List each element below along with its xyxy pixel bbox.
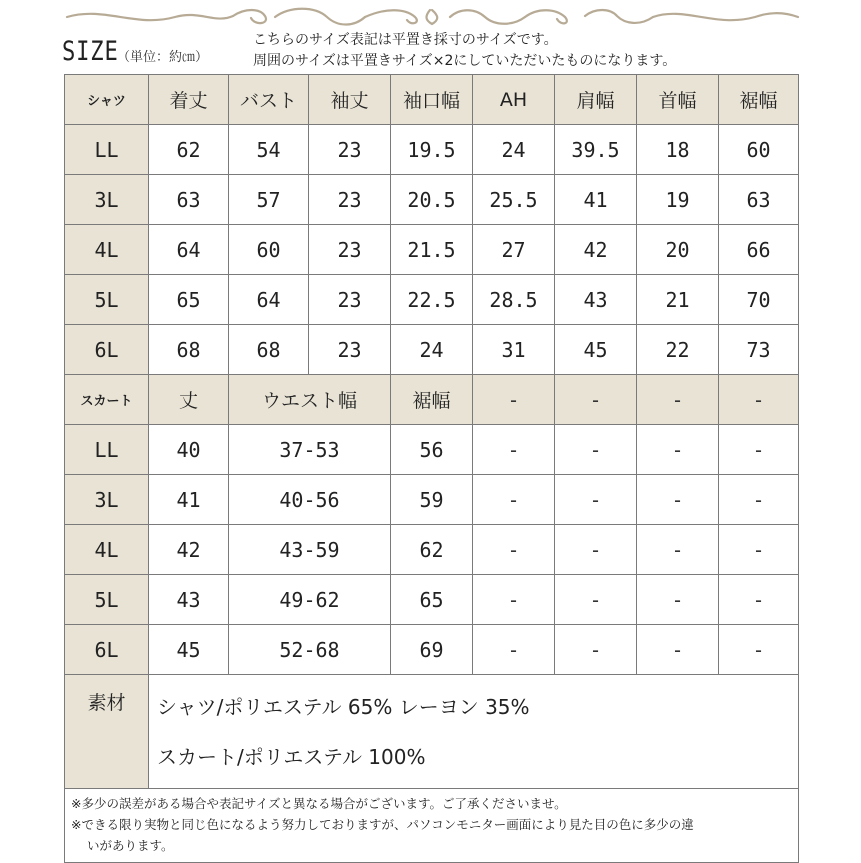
size-label: LL <box>65 125 149 175</box>
table-cell: - <box>555 525 637 575</box>
table-cell: 23 <box>309 225 391 275</box>
table-cell: - <box>637 525 719 575</box>
shirt-header-row <box>65 75 799 125</box>
table-cell: 56 <box>391 425 473 475</box>
table-cell: 20 <box>637 225 719 275</box>
table-cell: - <box>555 625 637 675</box>
table-cell: 59 <box>391 475 473 525</box>
table-cell: 69 <box>391 625 473 675</box>
table-row <box>65 425 799 475</box>
table-cell: 42 <box>149 525 229 575</box>
table-cell: 23 <box>309 275 391 325</box>
table-cell: 70 <box>719 275 799 325</box>
table-cell: - <box>473 575 555 625</box>
footnotes <box>65 789 799 863</box>
size-label: LL <box>65 425 149 475</box>
table-cell: 73 <box>719 325 799 375</box>
table-cell: 66 <box>719 225 799 275</box>
column-header: バスト <box>229 75 309 125</box>
table-cell: - <box>637 425 719 475</box>
table-cell: - <box>555 425 637 475</box>
table-cell: 45 <box>555 325 637 375</box>
table-row <box>65 525 799 575</box>
skirt-label: スカート <box>65 375 149 425</box>
table-row <box>65 575 799 625</box>
table-cell: 27 <box>473 225 555 275</box>
footnote-2: ※できる限り実物と同じ色になるよう努力しておりますが、パソコンモニター画面により見た目の色に多少の違 <box>71 817 694 832</box>
table-cell: 24 <box>473 125 555 175</box>
table-cell: 31 <box>473 325 555 375</box>
table-cell: 54 <box>229 125 309 175</box>
table-cell: - <box>719 425 799 475</box>
table-cell: 21.5 <box>391 225 473 275</box>
size-label: 4L <box>65 225 149 275</box>
column-header: - <box>473 375 555 425</box>
table-row <box>65 475 799 525</box>
footnote-2-continued: いがあります。 <box>87 838 174 853</box>
material-label: 素材 <box>65 675 149 789</box>
column-header: 首幅 <box>637 75 719 125</box>
table-cell: 21 <box>637 275 719 325</box>
shirt-label: シャツ <box>65 75 149 125</box>
footnote-1: ※多少の誤差がある場合や表記サイズと異なる場合がございます。ご了承くださいませ。 <box>71 796 567 811</box>
table-cell: 65 <box>391 575 473 625</box>
column-header: 丈 <box>149 375 229 425</box>
column-header: - <box>719 375 799 425</box>
size-label: 6L <box>65 325 149 375</box>
material-line-skirt: スカート/ポリエステル 100% <box>157 744 426 769</box>
table-cell: 64 <box>149 225 229 275</box>
column-header: 袖丈 <box>309 75 391 125</box>
table-cell: - <box>473 475 555 525</box>
material-content <box>149 675 799 789</box>
table-cell: 24 <box>391 325 473 375</box>
size-label: 5L <box>65 275 149 325</box>
table-row <box>65 225 799 275</box>
table-cell: - <box>637 475 719 525</box>
table-cell: - <box>719 575 799 625</box>
column-header: 袖口幅 <box>391 75 473 125</box>
table-cell: 60 <box>719 125 799 175</box>
table-cell: - <box>637 575 719 625</box>
size-label: 3L <box>65 175 149 225</box>
table-cell: - <box>555 575 637 625</box>
table-cell: 68 <box>149 325 229 375</box>
table-cell: 63 <box>719 175 799 225</box>
table-cell: 18 <box>637 125 719 175</box>
column-header: 裾幅 <box>719 75 799 125</box>
table-row <box>65 175 799 225</box>
table-cell: 63 <box>149 175 229 225</box>
table-cell: 43 <box>555 275 637 325</box>
column-header: - <box>637 375 719 425</box>
table-cell: 57 <box>229 175 309 225</box>
size-label: 5L <box>65 575 149 625</box>
table-cell: 43-59 <box>229 525 391 575</box>
note-line-1: こちらのサイズ表記は平置き採寸のサイズです。 <box>253 32 558 48</box>
size-label: 6L <box>65 625 149 675</box>
table-cell: 40-56 <box>229 475 391 525</box>
footnote-row <box>65 789 799 863</box>
table-cell: 20.5 <box>391 175 473 225</box>
table-cell: 68 <box>229 325 309 375</box>
table-cell: 43 <box>149 575 229 625</box>
table-cell: 22 <box>637 325 719 375</box>
column-header: - <box>555 375 637 425</box>
table-cell: 65 <box>149 275 229 325</box>
column-header: ウエスト幅 <box>229 375 391 425</box>
size-title: SIZE <box>62 36 119 67</box>
table-cell: - <box>719 525 799 575</box>
table-cell: 28.5 <box>473 275 555 325</box>
table-cell: 41 <box>149 475 229 525</box>
table-cell: 64 <box>229 275 309 325</box>
material-line-shirt: シャツ/ポリエステル 65% レーヨン 35% <box>157 694 530 719</box>
unit-label: （単位：約㎝） <box>117 50 209 65</box>
shirt-section <box>65 75 799 375</box>
table-row <box>65 125 799 175</box>
size-table <box>64 74 799 863</box>
table-cell: 60 <box>229 225 309 275</box>
material-section <box>65 675 799 863</box>
skirt-header-row <box>65 375 799 425</box>
table-cell: 42 <box>555 225 637 275</box>
table-cell: 23 <box>309 175 391 225</box>
table-cell: 22.5 <box>391 275 473 325</box>
table-cell: 45 <box>149 625 229 675</box>
table-cell: 23 <box>309 325 391 375</box>
size-label: 3L <box>65 475 149 525</box>
table-cell: 39.5 <box>555 125 637 175</box>
table-cell: - <box>719 475 799 525</box>
table-cell: 19.5 <box>391 125 473 175</box>
table-cell: 52-68 <box>229 625 391 675</box>
note-line-2: 周囲のサイズは平置きサイズ×2にしていただいたものになります。 <box>253 53 677 69</box>
table-cell: 19 <box>637 175 719 225</box>
table-cell: - <box>473 625 555 675</box>
table-cell: - <box>555 475 637 525</box>
table-cell: 37-53 <box>229 425 391 475</box>
table-cell: - <box>637 625 719 675</box>
column-header: AH <box>473 75 555 125</box>
skirt-section <box>65 375 799 675</box>
table-cell: 40 <box>149 425 229 475</box>
size-label: 4L <box>65 525 149 575</box>
column-header: 肩幅 <box>555 75 637 125</box>
table-row <box>65 625 799 675</box>
table-cell: 62 <box>149 125 229 175</box>
table-row <box>65 325 799 375</box>
table-cell: 23 <box>309 125 391 175</box>
column-header: 着丈 <box>149 75 229 125</box>
table-cell: - <box>473 525 555 575</box>
column-header: 裾幅 <box>391 375 473 425</box>
table-row <box>65 275 799 325</box>
table-cell: 62 <box>391 525 473 575</box>
table-cell: 41 <box>555 175 637 225</box>
header-notes <box>253 30 813 72</box>
table-cell: 25.5 <box>473 175 555 225</box>
table-cell: - <box>473 425 555 475</box>
material-row <box>65 675 799 789</box>
table-cell: - <box>719 625 799 675</box>
table-cell: 49-62 <box>229 575 391 625</box>
decorative-ornament <box>65 4 800 30</box>
